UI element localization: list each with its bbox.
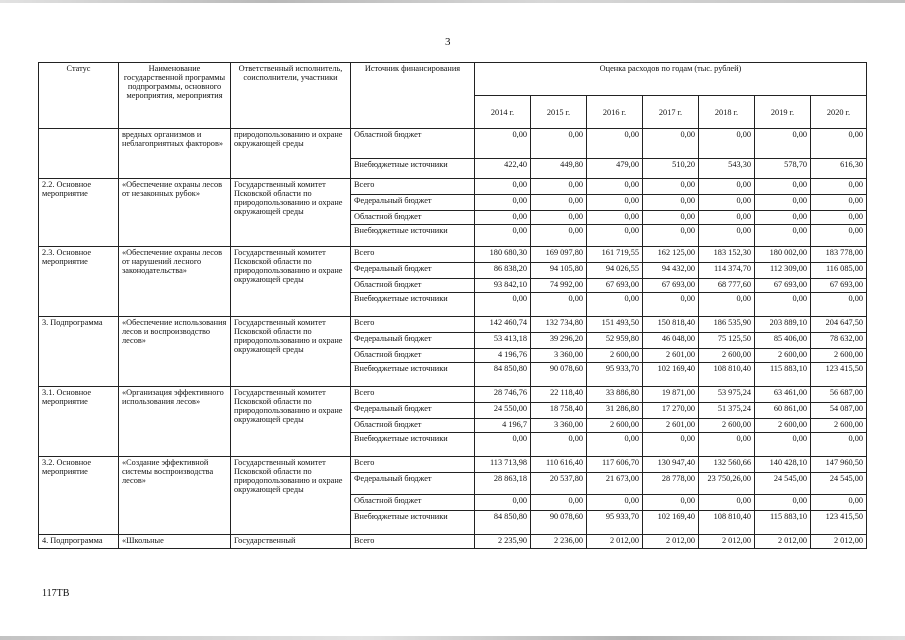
row-value: 0,00 xyxy=(755,495,811,511)
row-value: 0,00 xyxy=(699,195,755,211)
row-value: 28 863,18 xyxy=(475,473,531,495)
row-value: 102 169,40 xyxy=(643,511,699,535)
row-value: 24 550,00 xyxy=(475,403,531,419)
row-value: 0,00 xyxy=(587,129,643,159)
row-value: 116 085,00 xyxy=(811,263,867,279)
row-source: Областной бюджет xyxy=(351,495,475,511)
row-value: 147 960,50 xyxy=(811,457,867,473)
row-value: 95 933,70 xyxy=(587,363,643,387)
row-source: Всего xyxy=(351,457,475,473)
row-value: 54 087,00 xyxy=(811,403,867,419)
row-value: 3 360,00 xyxy=(531,419,587,433)
row-value: 183 778,00 xyxy=(811,247,867,263)
row-source: Областной бюджет xyxy=(351,129,475,159)
row-value: 203 889,10 xyxy=(755,317,811,333)
row-value: 84 850,80 xyxy=(475,511,531,535)
row-name: «Создание эффективной системы воспроизводства лесов» xyxy=(119,457,231,535)
row-value: 204 647,50 xyxy=(811,317,867,333)
row-source: Всего xyxy=(351,179,475,195)
header-year: 2018 г. xyxy=(699,96,755,129)
row-name: «Обеспечение охраны лесов от незаконных рубок» xyxy=(119,179,231,247)
row-value: 0,00 xyxy=(755,293,811,317)
scan-edge-bottom xyxy=(0,636,905,640)
table-row xyxy=(39,457,867,473)
row-source: Внебюджетные источники xyxy=(351,293,475,317)
row-value: 60 861,00 xyxy=(755,403,811,419)
row-value: 90 078,60 xyxy=(531,511,587,535)
row-value: 67 693,00 xyxy=(643,279,699,293)
row-value: 102 169,40 xyxy=(643,363,699,387)
row-value: 52 959,80 xyxy=(587,333,643,349)
row-source: Областной бюджет xyxy=(351,419,475,433)
table-row xyxy=(39,387,867,403)
table-row xyxy=(39,535,867,549)
row-value: 0,00 xyxy=(587,225,643,247)
row-value: 0,00 xyxy=(755,129,811,159)
row-value: 0,00 xyxy=(475,129,531,159)
table-row xyxy=(39,317,867,333)
row-value: 0,00 xyxy=(755,211,811,225)
row-value: 186 535,90 xyxy=(699,317,755,333)
row-source: Внебюджетные источники xyxy=(351,363,475,387)
header-source: Источник финансирования xyxy=(351,63,475,129)
row-value: 183 152,30 xyxy=(699,247,755,263)
row-value: 2 600,00 xyxy=(587,349,643,363)
row-source: Всего xyxy=(351,317,475,333)
row-source: Федеральный бюджет xyxy=(351,473,475,495)
row-value: 0,00 xyxy=(531,179,587,195)
row-value: 0,00 xyxy=(643,495,699,511)
row-value: 3 360,00 xyxy=(531,349,587,363)
row-value: 0,00 xyxy=(755,433,811,457)
row-source: Всего xyxy=(351,387,475,403)
row-responsible: Государственный xyxy=(231,535,351,549)
row-source: Внебюджетные источники xyxy=(351,159,475,179)
row-value: 56 687,00 xyxy=(811,387,867,403)
row-status: 3.2. Основное мероприятие xyxy=(39,457,119,535)
row-value: 2 600,00 xyxy=(699,349,755,363)
row-value: 578,70 xyxy=(755,159,811,179)
row-value: 22 118,40 xyxy=(531,387,587,403)
row-value: 33 886,80 xyxy=(587,387,643,403)
row-status: 3. Подпрограмма xyxy=(39,317,119,387)
row-value: 0,00 xyxy=(755,179,811,195)
row-value: 117 606,70 xyxy=(587,457,643,473)
row-value: 86 838,20 xyxy=(475,263,531,279)
row-value: 0,00 xyxy=(755,225,811,247)
row-value: 94 105,80 xyxy=(531,263,587,279)
row-value: 2 600,00 xyxy=(755,419,811,433)
row-value: 110 616,40 xyxy=(531,457,587,473)
header-status: Статус xyxy=(39,63,119,129)
row-value: 28 778,00 xyxy=(643,473,699,495)
row-value: 0,00 xyxy=(531,195,587,211)
row-value: 0,00 xyxy=(587,211,643,225)
row-responsible: Государственный комитет Псковской области по природопользованию и охране окружающей среды xyxy=(231,179,351,247)
row-value: 67 693,00 xyxy=(755,279,811,293)
row-value: 2 600,00 xyxy=(699,419,755,433)
row-status: 2.2. Основное мероприятие xyxy=(39,179,119,247)
row-value: 162 125,00 xyxy=(643,247,699,263)
row-value: 0,00 xyxy=(811,225,867,247)
row-value: 31 286,80 xyxy=(587,403,643,419)
row-value: 449,80 xyxy=(531,159,587,179)
row-value: 0,00 xyxy=(531,433,587,457)
row-value: 93 842,10 xyxy=(475,279,531,293)
table-body xyxy=(39,129,867,549)
row-value: 2 012,00 xyxy=(643,535,699,549)
row-value: 0,00 xyxy=(643,225,699,247)
footer-code: 117ТВ xyxy=(42,588,70,599)
row-value: 0,00 xyxy=(811,179,867,195)
row-value: 94 026,55 xyxy=(587,263,643,279)
row-value: 2 601,00 xyxy=(643,419,699,433)
row-name: «Обеспечение охраны лесов от нарушений лесного законодательства» xyxy=(119,247,231,317)
row-value: 543,30 xyxy=(699,159,755,179)
row-value: 112 309,00 xyxy=(755,263,811,279)
row-value: 0,00 xyxy=(587,433,643,457)
header-year: 2014 г. xyxy=(475,96,531,129)
row-value: 23 750,26,00 xyxy=(699,473,755,495)
row-value: 2 601,00 xyxy=(643,349,699,363)
row-value: 0,00 xyxy=(699,495,755,511)
table-header xyxy=(39,63,867,129)
row-value: 0,00 xyxy=(699,433,755,457)
row-value: 2 600,00 xyxy=(811,419,867,433)
row-value: 53 975,24 xyxy=(699,387,755,403)
row-value: 0,00 xyxy=(643,195,699,211)
row-value: 0,00 xyxy=(475,195,531,211)
row-value: 0,00 xyxy=(811,495,867,511)
row-value: 78 632,00 xyxy=(811,333,867,349)
row-value: 2 012,00 xyxy=(811,535,867,549)
row-value: 39 296,20 xyxy=(531,333,587,349)
row-value: 0,00 xyxy=(643,179,699,195)
row-value: 0,00 xyxy=(643,129,699,159)
header-year: 2016 г. xyxy=(587,96,643,129)
header-year: 2015 г. xyxy=(531,96,587,129)
row-value: 2 012,00 xyxy=(755,535,811,549)
header-estimate: Оценка расходов по годам (тыс. рублей) xyxy=(475,63,867,96)
row-value: 114 374,70 xyxy=(699,263,755,279)
row-value: 0,00 xyxy=(587,195,643,211)
row-value: 108 810,40 xyxy=(699,511,755,535)
row-value: 20 537,80 xyxy=(531,473,587,495)
row-value: 479,00 xyxy=(587,159,643,179)
row-source: Всего xyxy=(351,247,475,263)
row-value: 46 048,00 xyxy=(643,333,699,349)
row-value: 2 235,90 xyxy=(475,535,531,549)
row-responsible: природопользованию и охране окружающей среды xyxy=(231,129,351,179)
row-value: 616,30 xyxy=(811,159,867,179)
row-value: 0,00 xyxy=(531,211,587,225)
row-value: 19 871,00 xyxy=(643,387,699,403)
row-value: 0,00 xyxy=(475,225,531,247)
row-value: 161 719,55 xyxy=(587,247,643,263)
row-value: 132 734,80 xyxy=(531,317,587,333)
row-name: «Организация эффективного использования лесов» xyxy=(119,387,231,457)
header-year: 2019 г. xyxy=(755,96,811,129)
row-value: 74 992,00 xyxy=(531,279,587,293)
table-row xyxy=(39,247,867,263)
row-name: вредных организмов и неблагоприятных факторов» xyxy=(119,129,231,179)
row-value: 169 097,80 xyxy=(531,247,587,263)
row-value: 123 415,50 xyxy=(811,363,867,387)
row-value: 0,00 xyxy=(811,195,867,211)
row-value: 24 545,00 xyxy=(755,473,811,495)
row-responsible: Государственный комитет Псковской области по природопользованию и охране окружающей среды xyxy=(231,387,351,457)
row-value: 0,00 xyxy=(587,179,643,195)
row-value: 17 270,00 xyxy=(643,403,699,419)
row-value: 140 428,10 xyxy=(755,457,811,473)
row-value: 0,00 xyxy=(531,225,587,247)
page-number: 3 xyxy=(445,36,451,48)
row-value: 85 406,00 xyxy=(755,333,811,349)
header-year: 2020 г. xyxy=(811,96,867,129)
header-year: 2017 г. xyxy=(643,96,699,129)
row-source: Областной бюджет xyxy=(351,349,475,363)
row-value: 2 600,00 xyxy=(587,419,643,433)
row-value: 75 125,50 xyxy=(699,333,755,349)
row-value: 422,40 xyxy=(475,159,531,179)
row-responsible: Государственный комитет Псковской области по природопользованию и охране окружающей среды xyxy=(231,247,351,317)
row-value: 63 461,00 xyxy=(755,387,811,403)
row-status xyxy=(39,129,119,179)
row-source: Федеральный бюджет xyxy=(351,403,475,419)
row-source: Федеральный бюджет xyxy=(351,333,475,349)
row-value: 2 600,00 xyxy=(755,349,811,363)
row-value: 0,00 xyxy=(811,433,867,457)
row-value: 21 673,00 xyxy=(587,473,643,495)
row-value: 0,00 xyxy=(811,293,867,317)
row-value: 0,00 xyxy=(531,293,587,317)
header-responsible: Ответственный исполнитель, соисполнители, участники xyxy=(231,63,351,129)
row-value: 2 012,00 xyxy=(699,535,755,549)
row-value: 142 460,74 xyxy=(475,317,531,333)
row-value: 94 432,00 xyxy=(643,263,699,279)
header-name: Наименование государственной программы подпрограммы, основного мероприятия, мероприятия xyxy=(119,63,231,129)
row-value: 0,00 xyxy=(587,293,643,317)
row-value: 108 810,40 xyxy=(699,363,755,387)
row-value: 123 415,50 xyxy=(811,511,867,535)
table-row xyxy=(39,129,867,159)
row-value: 0,00 xyxy=(755,195,811,211)
row-value: 0,00 xyxy=(475,433,531,457)
row-source: Федеральный бюджет xyxy=(351,263,475,279)
row-value: 115 883,10 xyxy=(755,363,811,387)
row-name: «Обеспечение использования лесов и воспроизводство лесов» xyxy=(119,317,231,387)
row-value: 2 600,00 xyxy=(811,349,867,363)
row-source: Внебюджетные источники xyxy=(351,433,475,457)
row-value: 130 947,40 xyxy=(643,457,699,473)
row-value: 0,00 xyxy=(475,211,531,225)
row-status: 2.3. Основное мероприятие xyxy=(39,247,119,317)
row-value: 67 693,00 xyxy=(587,279,643,293)
row-responsible: Государственный комитет Псковской области по природопользованию и охране окружающей среды xyxy=(231,317,351,387)
row-value: 4 196,7 xyxy=(475,419,531,433)
row-value: 151 493,50 xyxy=(587,317,643,333)
row-value: 95 933,70 xyxy=(587,511,643,535)
row-value: 18 758,40 xyxy=(531,403,587,419)
row-value: 0,00 xyxy=(699,179,755,195)
budget-table xyxy=(38,62,867,549)
row-value: 4 196,76 xyxy=(475,349,531,363)
row-source: Областной бюджет xyxy=(351,279,475,293)
row-value: 180 680,30 xyxy=(475,247,531,263)
row-source: Внебюджетные источники xyxy=(351,511,475,535)
row-value: 2 012,00 xyxy=(587,535,643,549)
row-value: 113 713,98 xyxy=(475,457,531,473)
row-value: 180 002,00 xyxy=(755,247,811,263)
row-value: 0,00 xyxy=(475,495,531,511)
row-status: 4. Подпрограмма xyxy=(39,535,119,549)
row-value: 0,00 xyxy=(811,129,867,159)
row-status: 3.1. Основное мероприятие xyxy=(39,387,119,457)
row-value: 150 818,40 xyxy=(643,317,699,333)
row-value: 0,00 xyxy=(699,293,755,317)
row-value: 53 413,18 xyxy=(475,333,531,349)
row-value: 0,00 xyxy=(699,211,755,225)
row-source: Внебюджетные источники xyxy=(351,225,475,247)
row-value: 84 850,80 xyxy=(475,363,531,387)
scan-edge-top xyxy=(0,0,905,3)
row-value: 0,00 xyxy=(643,293,699,317)
row-source: Всего xyxy=(351,535,475,549)
row-value: 0,00 xyxy=(643,433,699,457)
row-value: 0,00 xyxy=(699,225,755,247)
row-value: 0,00 xyxy=(531,129,587,159)
row-value: 510,20 xyxy=(643,159,699,179)
row-value: 0,00 xyxy=(643,211,699,225)
row-value: 0,00 xyxy=(475,293,531,317)
row-name: «Школьные xyxy=(119,535,231,549)
row-value: 0,00 xyxy=(811,211,867,225)
row-responsible: Государственный комитет Псковской области по природопользованию и охране окружающей среды xyxy=(231,457,351,535)
row-value: 115 883,10 xyxy=(755,511,811,535)
row-value: 0,00 xyxy=(699,129,755,159)
row-value: 51 375,24 xyxy=(699,403,755,419)
row-value: 2 236,00 xyxy=(531,535,587,549)
row-source: Областной бюджет xyxy=(351,211,475,225)
row-value: 0,00 xyxy=(531,495,587,511)
row-value: 132 560,66 xyxy=(699,457,755,473)
row-value: 68 777,60 xyxy=(699,279,755,293)
row-value: 67 693,00 xyxy=(811,279,867,293)
row-value: 0,00 xyxy=(587,495,643,511)
row-value: 24 545,00 xyxy=(811,473,867,495)
row-value: 0,00 xyxy=(475,179,531,195)
row-value: 28 746,76 xyxy=(475,387,531,403)
row-source: Федеральный бюджет xyxy=(351,195,475,211)
row-value: 90 078,60 xyxy=(531,363,587,387)
table-row xyxy=(39,179,867,195)
